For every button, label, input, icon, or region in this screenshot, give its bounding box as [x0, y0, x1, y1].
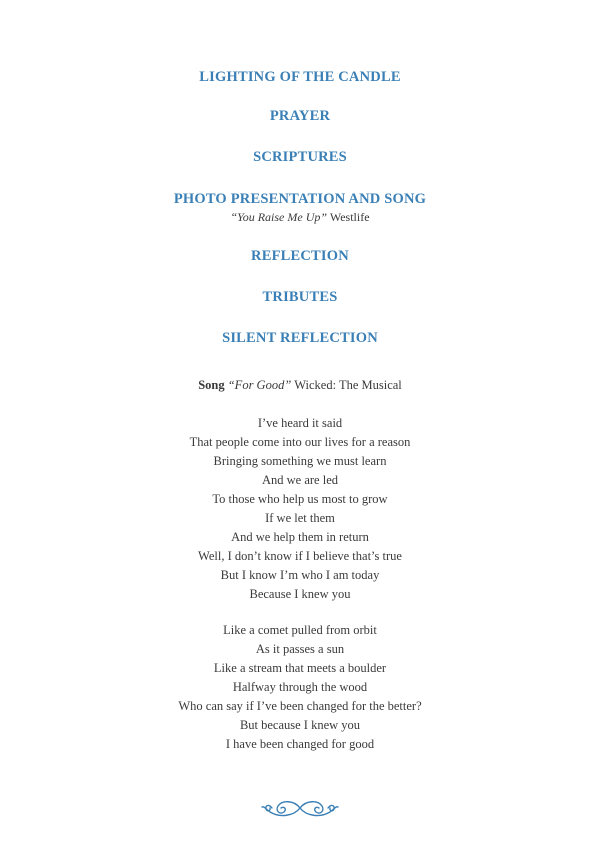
song-title: “For Good” — [227, 378, 292, 392]
heading-prayer: PRAYER — [269, 108, 331, 124]
heading-silent-reflection: SILENT REFLECTION — [222, 330, 378, 346]
heading-reflection: REFLECTION — [251, 248, 349, 264]
lyric-line: If we let them — [265, 511, 335, 525]
lyric-line: And we are led — [261, 473, 338, 487]
lyric-line: I’ve heard it said — [257, 416, 343, 430]
heading-tributes: TRIBUTES — [262, 289, 338, 305]
lyric-line: That people come into our lives for a reason — [189, 435, 411, 449]
lyric-line: Bringing something we must learn — [213, 454, 387, 468]
lyrics-verse-2 — [0, 621, 600, 754]
lyric-line: Well, I don’t know if I believe that’s true — [198, 549, 402, 563]
heading-scriptures: SCRIPTURES — [253, 149, 347, 165]
scroll-ornament-icon — [260, 796, 340, 820]
song-source: Wicked: The Musical — [294, 378, 402, 392]
lyric-line: To those who help us most to grow — [212, 492, 388, 506]
lyric-line: Like a stream that meets a boulder — [213, 661, 387, 675]
photo-song-artist: Westlife — [329, 210, 370, 224]
lyric-line: I have been changed for good — [225, 737, 375, 751]
lyric-line: Like a comet pulled from orbit — [223, 623, 377, 637]
heading-lighting-of-the-candle: LIGHTING OF THE CANDLE — [199, 69, 401, 85]
song-label: Song — [198, 378, 225, 392]
heading-photo-presentation: PHOTO PRESENTATION AND SONG — [173, 191, 427, 207]
lyric-line: But I know I’m who I am today — [220, 568, 380, 582]
lyric-line: Halfway through the wood — [232, 680, 368, 694]
lyric-line: But because I knew you — [239, 718, 361, 732]
photo-song-title: “You Raise Me Up” — [230, 210, 328, 224]
lyrics-verse-1 — [0, 414, 600, 604]
photo-song-credit — [0, 210, 600, 225]
song-credit — [0, 378, 600, 393]
lyric-line: Because I knew you — [249, 587, 351, 601]
lyric-line: Who can say if I’ve been changed for the better? — [178, 699, 422, 713]
lyric-line: And we help them in return — [231, 530, 369, 544]
lyric-line: As it passes a sun — [255, 642, 345, 656]
